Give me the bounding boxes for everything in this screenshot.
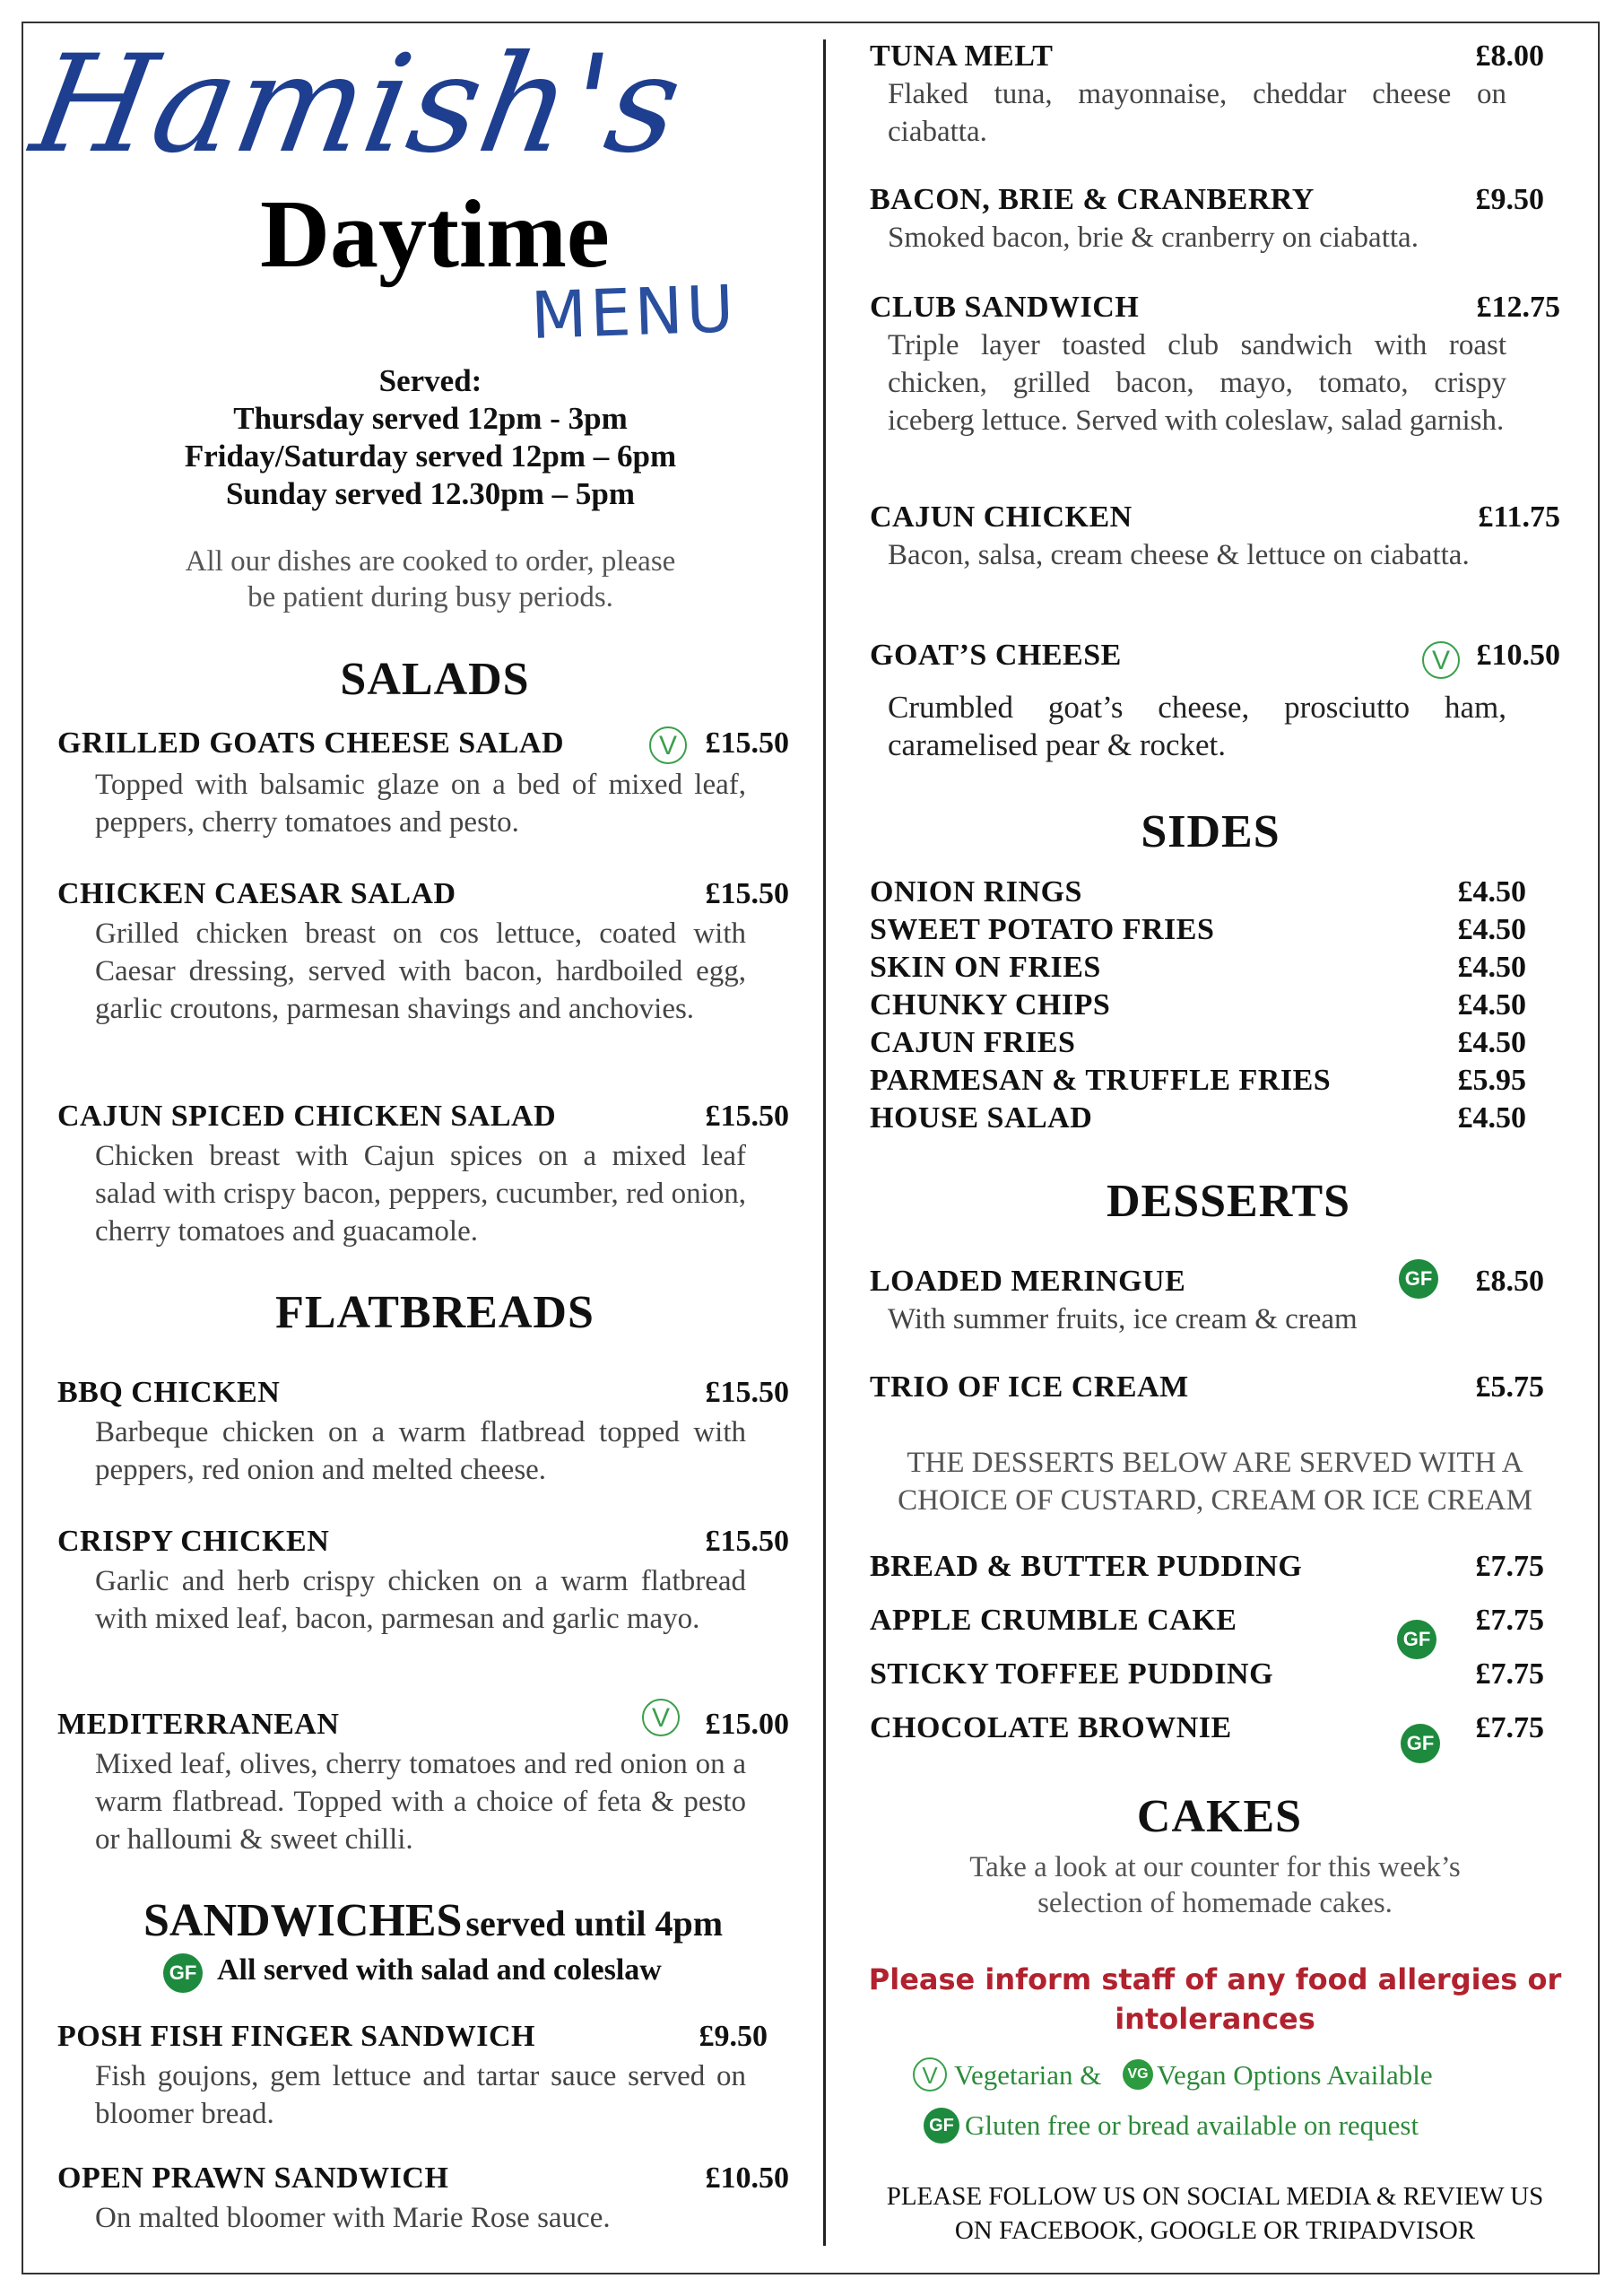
- menu-item-description: Mixed leaf, olives, cherry tomatoes and red onion on a warm flatbread. Topped with a choice of feta & pesto or halloumi & sweet chilli.: [95, 1748, 746, 1856]
- cooked-note: be patient during busy periods.: [247, 581, 613, 613]
- served-line: Thursday served 12pm - 3pm: [233, 401, 628, 436]
- side-item-name: SWEET POTATO FRIES: [870, 913, 1215, 946]
- vegetarian-icon: V: [913, 2057, 947, 2092]
- vegetarian-icon: V: [649, 726, 687, 764]
- menu-item-name: BACON, BRIE & CRANBERRY: [870, 183, 1315, 216]
- page-subtitle: MENU: [529, 271, 739, 353]
- dessert-item-name: CHOCOLATE BROWNIE: [870, 1711, 1232, 1744]
- gluten-free-icon: GF: [1397, 1620, 1436, 1659]
- menu-item-name: MEDITERRANEAN: [57, 1708, 340, 1741]
- menu-item-price: £8.00: [1475, 39, 1544, 73]
- sandwiches-heading-suffix: served until 4pm: [465, 1903, 724, 1944]
- sandwiches-heading: SANDWICHES: [143, 1895, 463, 1946]
- dessert-item-price: £5.75: [1475, 1370, 1544, 1404]
- cakes-description: Take a look at our counter for this week’s: [969, 1851, 1461, 1883]
- menu-item-price: £15.00: [705, 1708, 789, 1741]
- served-line: Friday/Saturday served 12pm – 6pm: [184, 439, 677, 474]
- menu-item-price: £9.50: [699, 2020, 768, 2053]
- menu-item-name: GRILLED GOATS CHEESE SALAD: [57, 726, 565, 760]
- menu-item-price: £15.50: [705, 726, 789, 760]
- dessert-item-price: £7.75: [1475, 1604, 1544, 1637]
- menu-item-name: CAJUN CHICKEN: [870, 500, 1133, 534]
- side-item-price: £4.50: [1457, 1101, 1526, 1135]
- side-item-name: CHUNKY CHIPS: [870, 988, 1111, 1022]
- social-media-notice: PLEASE FOLLOW US ON SOCIAL MEDIA & REVIEW US: [886, 2182, 1544, 2211]
- dessert-item-name: STICKY TOFFEE PUDDING: [870, 1657, 1274, 1691]
- dessert-notice: THE DESSERTS BELOW ARE SERVED WITH A: [907, 1447, 1523, 1479]
- section-heading-salads: SALADS: [340, 654, 530, 705]
- menu-item-name: CRISPY CHICKEN: [57, 1525, 330, 1558]
- allergy-notice: intolerances: [1115, 2002, 1315, 2036]
- vegan-icon: VG: [1123, 2059, 1153, 2090]
- section-heading-cakes: CAKES: [1136, 1791, 1303, 1842]
- menu-item-price: £15.50: [705, 1100, 789, 1133]
- menu-item-description: Topped with balsamic glaze on a bed of mixed leaf, peppers, cherry tomatoes and pesto.: [95, 769, 746, 839]
- menu-item-price: £10.50: [705, 2161, 789, 2195]
- menu-item-description: On malted bloomer with Marie Rose sauce.: [95, 2202, 611, 2234]
- side-item-price: £4.50: [1457, 988, 1526, 1022]
- side-item-name: PARMESAN & TRUFFLE FRIES: [870, 1064, 1332, 1097]
- dessert-item-name: APPLE CRUMBLE CAKE: [870, 1604, 1237, 1637]
- side-item-price: £5.95: [1457, 1064, 1526, 1097]
- social-media-notice: ON FACEBOOK, GOOGLE OR TRIPADVISOR: [954, 2216, 1476, 2245]
- gluten-free-icon: GF: [924, 2108, 959, 2144]
- menu-item-description: Triple layer toasted club sandwich with roast chicken, grilled bacon, mayo, tomato, crispy iceberg lettuce. Served with coleslaw, salad garnish.: [888, 329, 1506, 437]
- menu-item-name: OPEN PRAWN SANDWICH: [57, 2161, 449, 2195]
- dessert-item-price: £8.50: [1475, 1265, 1544, 1298]
- legend-gluten-free: Gluten free or bread available on request: [965, 2109, 1419, 2141]
- menu-item-name: CHICKEN CAESAR SALAD: [57, 877, 456, 910]
- menu-item-description: Smoked bacon, brie & cranberry on ciabatta.: [888, 222, 1419, 254]
- menu-item-price: £11.75: [1478, 500, 1560, 534]
- side-item-price: £4.50: [1457, 1026, 1526, 1059]
- dessert-item-description: With summer fruits, ice cream & cream: [888, 1303, 1358, 1335]
- gluten-free-icon: GF: [163, 1953, 203, 1993]
- side-item-name: ONION RINGS: [870, 875, 1082, 909]
- cooked-note: All our dishes are cooked to order, please: [185, 545, 676, 578]
- dessert-notice: CHOICE OF CUSTARD, CREAM OR ICE CREAM: [898, 1484, 1532, 1517]
- menu-item-name: GOAT’S CHEESE: [870, 639, 1122, 672]
- menu-item-description: Grilled chicken breast on cos lettuce, coated with Caesar dressing, served with bacon, hardboiled egg, garlic croutons, parmesan shavings and anchovies.: [95, 918, 746, 1025]
- sandwiches-subheading: All served with salad and coleslaw: [217, 1953, 662, 1987]
- menu-item-description: Crumbled goat’s cheese, prosciutto ham, caramelised pear & rocket.: [888, 690, 1506, 762]
- dessert-item-name: BREAD & BUTTER PUDDING: [870, 1550, 1303, 1583]
- gluten-free-icon: GF: [1399, 1259, 1438, 1299]
- side-item-price: £4.50: [1457, 913, 1526, 946]
- menu-item-price: £12.75: [1476, 291, 1560, 324]
- legend-vegetarian: Vegetarian &: [954, 2059, 1102, 2091]
- vegetarian-icon: V: [1422, 641, 1460, 679]
- page-title: Daytime: [260, 181, 610, 288]
- menu-item-price: £10.50: [1476, 639, 1560, 672]
- menu-item-description: Bacon, salsa, cream cheese & lettuce on ciabatta.: [888, 539, 1470, 571]
- menu-item-name: BBQ CHICKEN: [57, 1376, 281, 1409]
- gluten-free-icon: GF: [1401, 1724, 1440, 1763]
- legend-vegan: Vegan Options Available: [1157, 2059, 1433, 2091]
- vegan-icon-wrap: [1123, 2056, 1153, 2090]
- dessert-item-price: £7.75: [1475, 1550, 1544, 1583]
- brand-logo: Hamish's: [22, 27, 694, 183]
- section-heading-flatbreads: FLATBREADS: [275, 1287, 595, 1338]
- side-item-price: £4.50: [1457, 875, 1526, 909]
- side-item-name: SKIN ON FRIES: [870, 951, 1101, 984]
- menu-item-name: TUNA MELT: [870, 39, 1054, 73]
- section-heading-sides: SIDES: [1141, 806, 1280, 857]
- side-item-price: £4.50: [1457, 951, 1526, 984]
- dessert-item-name: LOADED MERINGUE: [870, 1265, 1186, 1298]
- side-item-name: CAJUN FRIES: [870, 1026, 1076, 1059]
- menu-item-description: Garlic and herb crispy chicken on a warm flatbread with mixed leaf, bacon, parmesan and garlic mayo.: [95, 1565, 746, 1635]
- menu-item-name: CLUB SANDWICH: [870, 291, 1140, 324]
- menu-item-description: Flaked tuna, mayonnaise, cheddar cheese on ciabatta.: [888, 78, 1506, 148]
- served-line: Sunday served 12.30pm – 5pm: [225, 476, 636, 511]
- dessert-item-price: £7.75: [1475, 1657, 1544, 1691]
- served-label: Served:: [378, 363, 482, 398]
- section-heading-desserts: DESSERTS: [1106, 1176, 1351, 1227]
- menu-item-name: CAJUN SPICED CHICKEN SALAD: [57, 1100, 557, 1133]
- menu-item-price: £15.50: [705, 1525, 789, 1558]
- menu-item-name: POSH FISH FINGER SANDWICH: [57, 2020, 535, 2053]
- menu-item-price: £15.50: [705, 877, 789, 910]
- section-heading-sandwiches: [143, 1894, 723, 1947]
- menu-item-price: £15.50: [705, 1376, 789, 1409]
- cakes-description: selection of homemade cakes.: [1037, 1887, 1393, 1919]
- menu-item-description: Barbeque chicken on a warm flatbread topped with peppers, red onion and melted cheese.: [95, 1416, 746, 1486]
- menu-item-price: £9.50: [1475, 183, 1544, 216]
- dessert-item-name: TRIO OF ICE CREAM: [870, 1370, 1189, 1404]
- dessert-item-price: £7.75: [1475, 1711, 1544, 1744]
- allergy-notice: Please inform staff of any food allergies or: [868, 1962, 1562, 1996]
- side-item-name: HOUSE SALAD: [870, 1101, 1093, 1135]
- vegetarian-icon: V: [642, 1699, 680, 1736]
- menu-item-description: Fish goujons, gem lettuce and tartar sauce served on bloomer bread.: [95, 2060, 746, 2130]
- menu-item-description: Chicken breast with Cajun spices on a mixed leaf salad with crispy bacon, peppers, cucumber, red onion, cherry tomatoes and guacamole.: [95, 1140, 746, 1248]
